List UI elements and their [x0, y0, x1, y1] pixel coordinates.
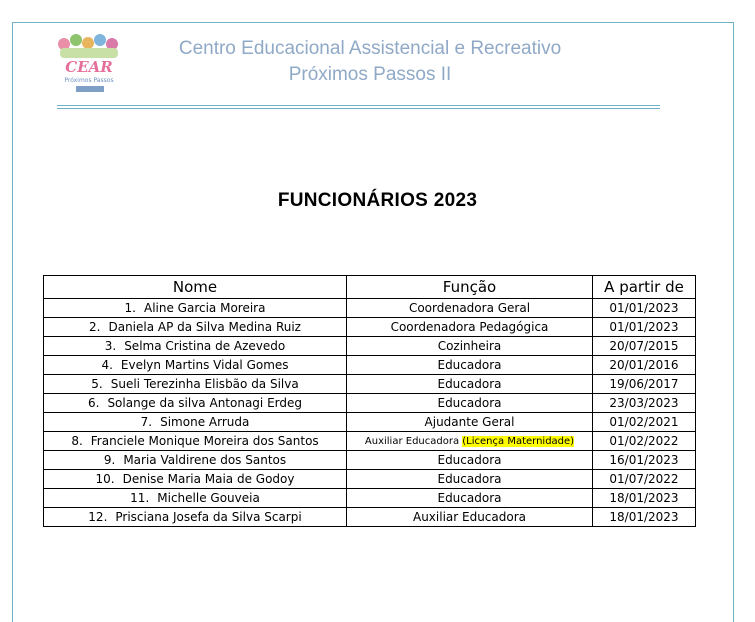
header-rule-bottom: [57, 108, 660, 109]
employee-function-cell: [347, 432, 593, 451]
column-header-name: Nome: [44, 276, 347, 299]
employee-name: Denise Maria Maia de Godoy: [122, 471, 295, 486]
employee-function: Educadora: [347, 375, 593, 394]
start-date: 01/01/2023: [593, 318, 696, 337]
employee-name: Franciele Monique Moreira dos Santos: [90, 433, 319, 448]
start-date: 16/01/2023: [593, 451, 696, 470]
row-number: 9.: [103, 452, 116, 467]
start-date: 01/02/2021: [593, 413, 696, 432]
cear-logo: [54, 32, 124, 98]
table-row: [44, 394, 696, 413]
row-number: 8.: [71, 433, 83, 448]
header-line-2: Próximos Passos II: [288, 64, 452, 85]
logo-subtext: Próximos Passos: [64, 77, 114, 84]
row-number: 12.: [88, 509, 108, 524]
employee-name: Prisciana Josefa da Silva Scarpi: [115, 509, 302, 524]
column-header-function: Função: [347, 276, 593, 299]
table-row: [44, 508, 696, 527]
employee-name: Michelle Gouveia: [157, 490, 260, 505]
start-date: 01/07/2022: [593, 470, 696, 489]
employee-name: Simone Arruda: [160, 414, 250, 429]
row-number: 1.: [124, 300, 136, 315]
employee-function: Educadora: [347, 356, 593, 375]
start-date: 19/06/2017: [593, 375, 696, 394]
row-number: 2.: [89, 319, 101, 334]
start-date: 20/01/2016: [593, 356, 696, 375]
row-number: 10.: [95, 471, 115, 486]
staff-table: [43, 275, 696, 527]
start-date: 01/01/2023: [593, 299, 696, 318]
employee-function: Auxiliar Educadora: [364, 435, 460, 447]
row-number: 4.: [101, 357, 113, 372]
start-date: 23/03/2023: [593, 394, 696, 413]
table-row: [44, 432, 696, 451]
employee-function: Educadora: [347, 470, 593, 489]
employee-function: Educadora: [347, 451, 593, 470]
employee-function: Coordenadora Geral: [347, 299, 593, 318]
document-title: FUNCIONÁRIOS 2023: [277, 190, 478, 211]
employee-name: Maria Valdirene dos Santos: [123, 452, 287, 467]
employee-function: Ajudante Geral: [347, 413, 593, 432]
header-rule-top: [57, 105, 660, 106]
maternity-leave-note: (Licença Maternidade): [462, 435, 575, 447]
table-header-row: [44, 276, 696, 299]
table-row: [44, 375, 696, 394]
table-row: [44, 356, 696, 375]
row-number: 6.: [87, 395, 100, 410]
table-row: [44, 337, 696, 356]
row-number: 3.: [104, 338, 117, 353]
start-date: 18/01/2023: [593, 489, 696, 508]
row-number: 5.: [91, 376, 103, 391]
table-row: [44, 489, 696, 508]
table-row: [44, 299, 696, 318]
employee-name: Solange da silva Antonagi Erdeg: [107, 395, 302, 410]
employee-name: Daniela AP da Silva Medina Ruiz: [108, 319, 301, 334]
employee-function: Educadora: [347, 394, 593, 413]
table-row: [44, 451, 696, 470]
employee-name: Selma Cristina de Azevedo: [124, 338, 286, 353]
column-header-start-date: A partir de: [593, 276, 696, 299]
row-number: 7.: [140, 414, 153, 429]
table-row: [44, 470, 696, 489]
header-line-1: Centro Educacional Assistencial e Recreativo: [178, 38, 562, 59]
start-date: 20/07/2015: [593, 337, 696, 356]
employee-function: Educadora: [347, 489, 593, 508]
employee-name: Aline Garcia Moreira: [143, 300, 266, 315]
start-date: 18/01/2023: [593, 508, 696, 527]
employee-function: Coordenadora Pedagógica: [347, 318, 593, 337]
employee-function: Cozinheira: [347, 337, 593, 356]
row-number: 11.: [130, 490, 150, 505]
table-row: [44, 318, 696, 337]
employee-function: Auxiliar Educadora: [347, 508, 593, 527]
table-row: [44, 413, 696, 432]
logo-text: CEAR: [65, 58, 113, 76]
start-date: 01/02/2022: [593, 432, 696, 451]
employee-name: Sueli Terezinha Elisbão da Silva: [110, 376, 299, 391]
employee-name: Evelyn Martins Vidal Gomes: [120, 357, 289, 372]
